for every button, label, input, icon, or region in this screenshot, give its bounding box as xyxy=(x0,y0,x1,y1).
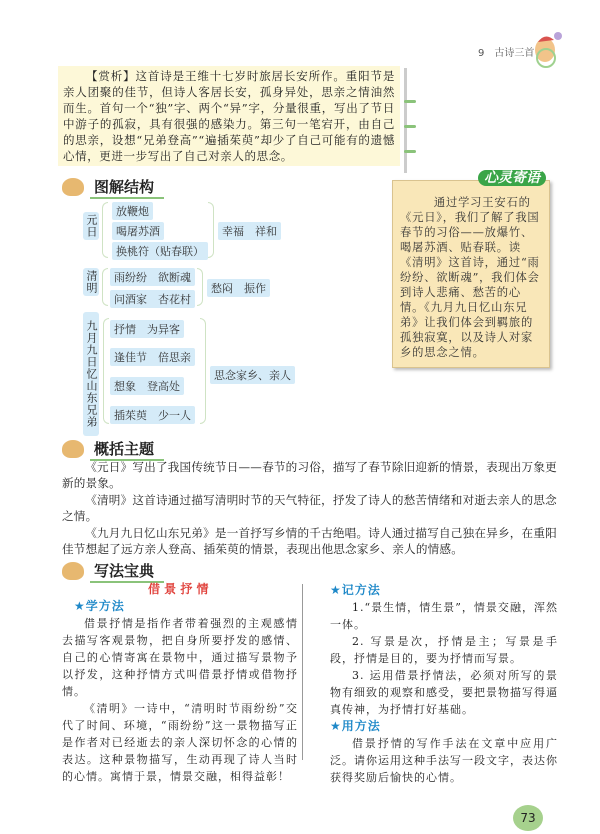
remember-method-column xyxy=(330,582,558,786)
brace xyxy=(200,318,206,424)
section-heading-theme: 概括主题 xyxy=(90,438,164,461)
binder-rail xyxy=(404,68,407,173)
brace xyxy=(103,318,109,424)
method-paragraph: 《清明》一诗中，“清明时节雨纷纷”交代了时间、环境，“雨纷纷”这一景物描写正是作者对已经逝去的亲人深切怀念的心情的表达。这种景物描写，生动再现了诗人当时的心情。寓情于景，情景交融，相得益彰！ xyxy=(62,702,298,783)
method-paragraph: 借景抒情的写作手法在文章中应用广泛。请你运用这种手法写一段文字，表达你获得奖励后愉快的心情。 xyxy=(330,737,558,784)
ring-icon xyxy=(404,100,416,103)
mascot-icon xyxy=(62,440,84,458)
use-method-label: ★用方法 xyxy=(330,719,381,733)
writing-subtitle: 借 景 抒 情 xyxy=(148,582,209,596)
appreciation-box: 【赏析】这首诗是王维十七岁时旅居长安所作。重阳节是亲人团聚的佳节，但诗人客居长安，孤身异处，思亲之情油然而生。首句一个“独”字、两个“异”字，分量很重，写出了节日中游子的孤寂，具有很强的感染力。第三句一笔宕开，由自己的思亲，设想“兄弟登高”“遍插茱萸”却少了自己可能有的遗憾心情，更进一步写出了自己对亲人的思念。 xyxy=(58,66,400,166)
diagram-result: 愁闷 振作 xyxy=(207,279,270,297)
brace xyxy=(102,268,108,306)
method-paragraph: 1.“景生情，情生景”，情景交融，浑然一体。 xyxy=(330,601,558,631)
diagram-item: 想象 登高处 xyxy=(110,377,184,395)
group-title: 元日 xyxy=(85,214,98,238)
diagram-item: 换桃符（贴春联） xyxy=(112,242,208,260)
mascot-icon xyxy=(530,28,564,68)
section-heading-structure: 图解结构 xyxy=(90,176,164,199)
method-paragraph: 3. 运用借景抒情法，必须对所写的景物有细致的观察和感受，要把景物描写得逼真传神，为抒情打好基础。 xyxy=(330,669,558,716)
remember-method-label: ★记方法 xyxy=(330,583,381,597)
group-title: 清明 xyxy=(85,270,98,294)
ring-icon xyxy=(404,150,416,153)
learn-method-column xyxy=(62,598,298,785)
diagram-result: 幸福 祥和 xyxy=(218,222,281,240)
theme-body xyxy=(62,459,558,558)
note-card: 通过学习王安石的《元日》，我们了解了我国春节的习俗——放爆竹、喝屠苏酒、贴春联。读《清明》这首诗，通过“雨纷纷、欲断魂”，我们体会到诗人悲痛、愁苦的心情。《九月九日忆山东兄弟》让我们体会到羁旅的孤独寂寞，以及诗人对家乡的思念之情。 xyxy=(392,180,550,368)
mascot-icon xyxy=(62,178,84,196)
group-title: 九月九日忆山东兄弟 xyxy=(83,312,99,436)
method-paragraph: 借景抒情是指作者带着强烈的主观感情去描写客观景物，把自身所要抒发的感情、自己的心情寄寓在景物中，通过描写景物予以抒发，这种抒情方式叫借景抒情或借物抒情。 xyxy=(62,617,298,698)
lesson-number: 9 xyxy=(478,48,485,59)
diagram-item: 喝屠苏酒 xyxy=(112,222,164,240)
mascot-icon xyxy=(62,562,84,580)
diagram-item: 雨纷纷 欲断魂 xyxy=(110,268,195,286)
section-heading-writing: 写法宝典 xyxy=(90,560,164,583)
theme-paragraph: 《清明》这首诗通过描写清明时节的天气特征，抒发了诗人的愁苦情绪和对逝去亲人的思念之情。 xyxy=(62,493,557,523)
theme-paragraph: 《元日》写出了我国传统节日——春节的习俗，描写了春节除旧迎新的情景，表现出万象更新的景象。 xyxy=(62,460,557,490)
brace xyxy=(197,268,203,306)
ring-icon xyxy=(404,125,416,128)
brace xyxy=(102,202,108,258)
learn-method-label: ★学方法 xyxy=(74,599,125,613)
theme-paragraph: 《九月九日忆山东兄弟》是一首抒写乡情的千古绝唱。诗人通过描写自己独在异乡，在重阳佳节想起了远方亲人登高、插茱萸的情景，表现出他思念家乡、亲人的情感。 xyxy=(62,526,557,556)
diagram-item: 逢佳节 倍思亲 xyxy=(110,348,195,366)
diagram-item: 问酒家 杏花村 xyxy=(110,290,195,308)
column-divider xyxy=(302,584,303,760)
brace xyxy=(208,202,214,258)
diagram-item: 放鞭炮 xyxy=(112,202,153,220)
page-number: 73 xyxy=(513,805,543,831)
lesson-title: 古诗三首 xyxy=(494,48,535,59)
diagram-item: 插茱萸 少一人 xyxy=(110,406,195,424)
method-paragraph: 2. 写景是次，抒情是主；写景是手段，抒情是目的，要为抒情而写景。 xyxy=(330,635,558,665)
note-title: 心灵寄语 xyxy=(478,170,546,186)
diagram-result: 思念家乡、亲人 xyxy=(210,366,295,384)
diagram-item: 抒情 为异客 xyxy=(110,320,184,338)
